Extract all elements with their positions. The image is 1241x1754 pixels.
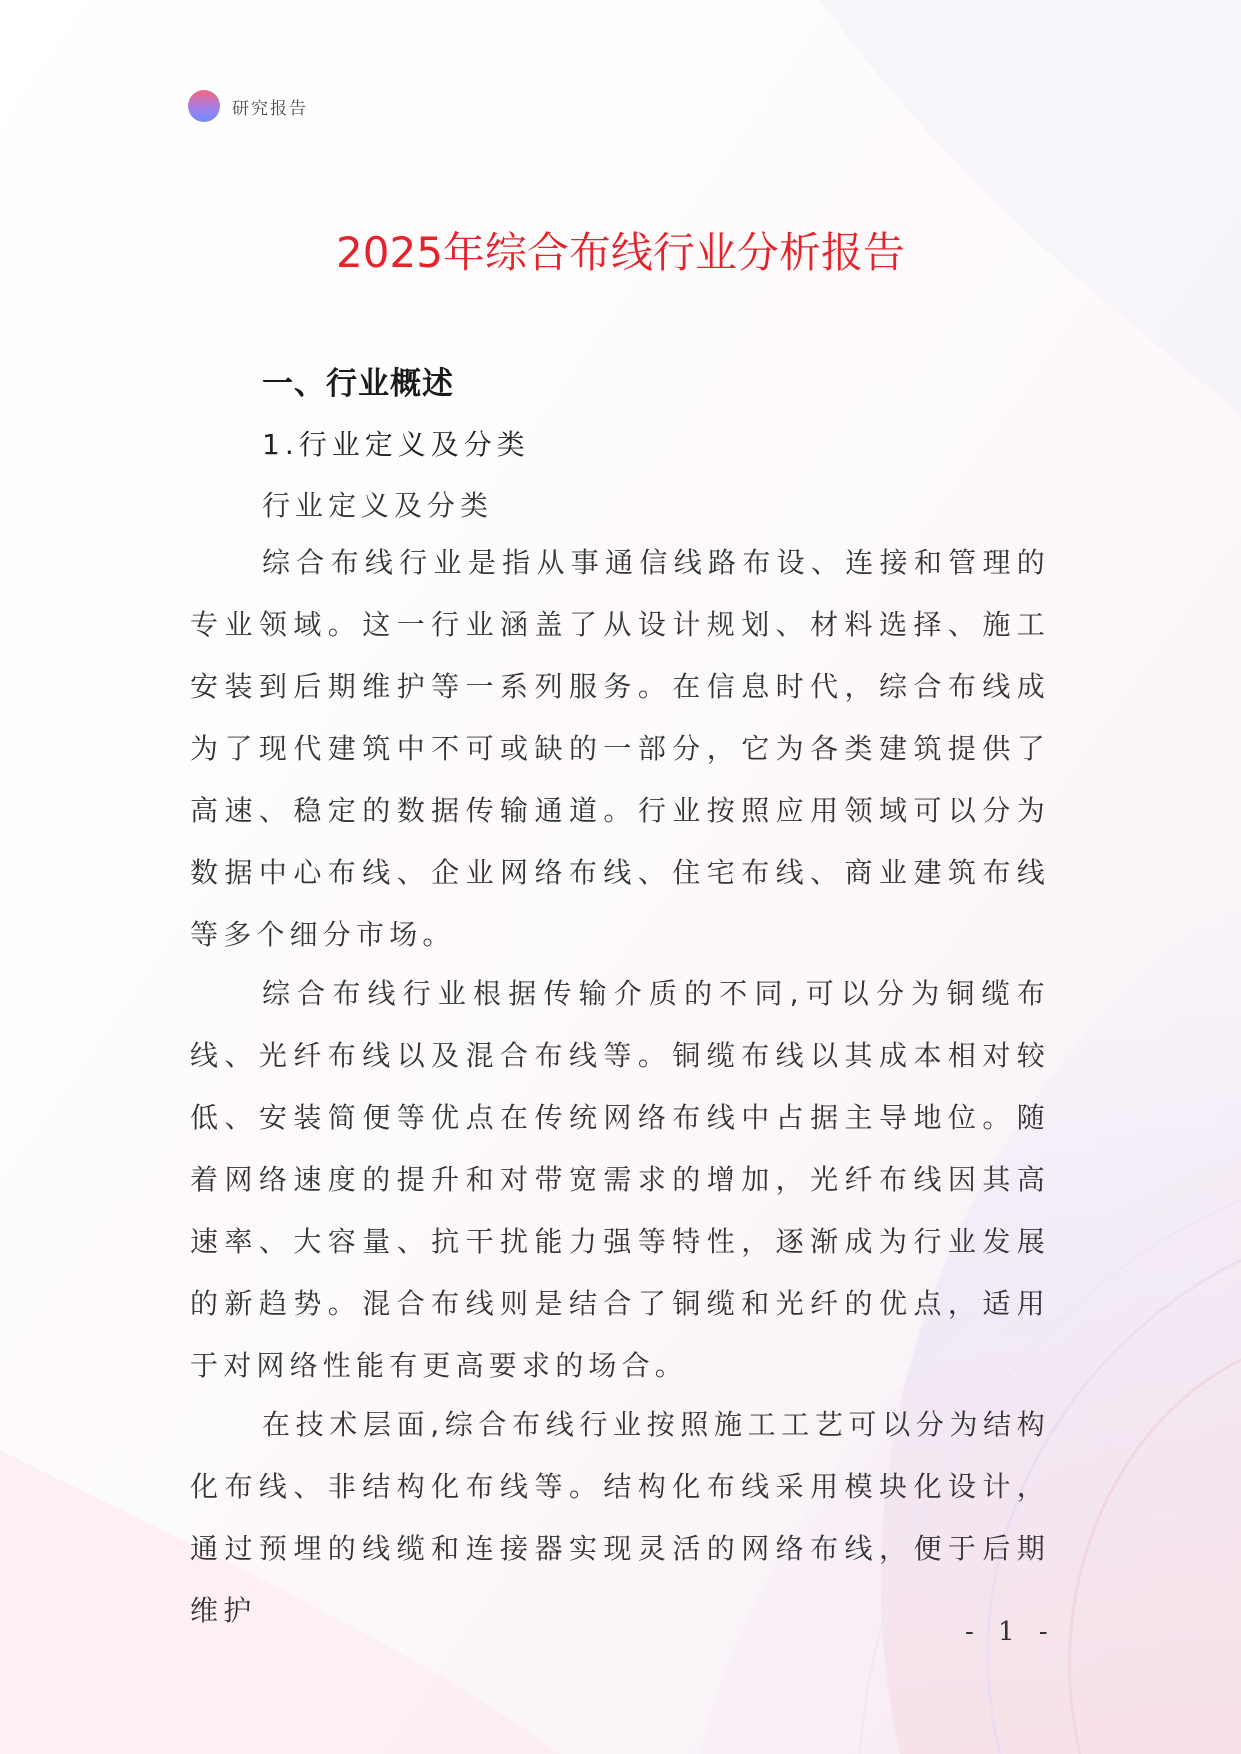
paragraph-block	[190, 532, 1050, 966]
logo-circle-icon	[188, 90, 220, 122]
document-header	[188, 89, 308, 123]
section-heading: 一、行业概述	[262, 366, 454, 402]
subsection-heading: 1.行业定义及分类	[262, 428, 530, 461]
page-number: - 1 -	[965, 1617, 1056, 1647]
body-paragraph: 综合布线行业是指从事通信线路布设、连接和管理的专业领域。这一行业涵盖了从设计规划、材料选择、施工安装到后期维护等一系列服务。在信息时代，综合布线成为了现代建筑中不可或缺的一部分，它为各类建筑提供了高速、稳定的数据传输通道。行业按照应用领域可以分为数据中心布线、企业网络布线、住宅布线、商业建筑布线等多个细分市场。	[190, 546, 1050, 951]
paragraph-block	[190, 1394, 1050, 1642]
paragraph-block	[190, 963, 1050, 1397]
document-title: 2025年综合布线行业分析报告	[336, 228, 905, 277]
body-paragraph: 在技术层面,综合布线行业按照施工工艺可以分为结构化布线、非结构化布线等。结构化布线采用模块化设计，通过预埋的线缆和连接器实现灵活的网络布线，便于后期维护	[190, 1408, 1050, 1627]
subsubsection-heading: 行业定义及分类	[262, 489, 494, 522]
body-paragraph: 综合布线行业根据传输介质的不同,可以分为铜缆布线、光纤布线以及混合布线等。铜缆布线以其成本相对较低、安装简便等优点在传统网络布线中占据主导地位。随着网络速度的提升和对带宽需求的增加，光纤布线因其高速率、大容量、抗干扰能力强等特性，逐渐成为行业发展的新趋势。混合布线则是结合了铜缆和光纤的优点，适用于对网络性能有更高要求的场合。	[190, 977, 1050, 1382]
header-label: 研究报告	[232, 98, 308, 119]
